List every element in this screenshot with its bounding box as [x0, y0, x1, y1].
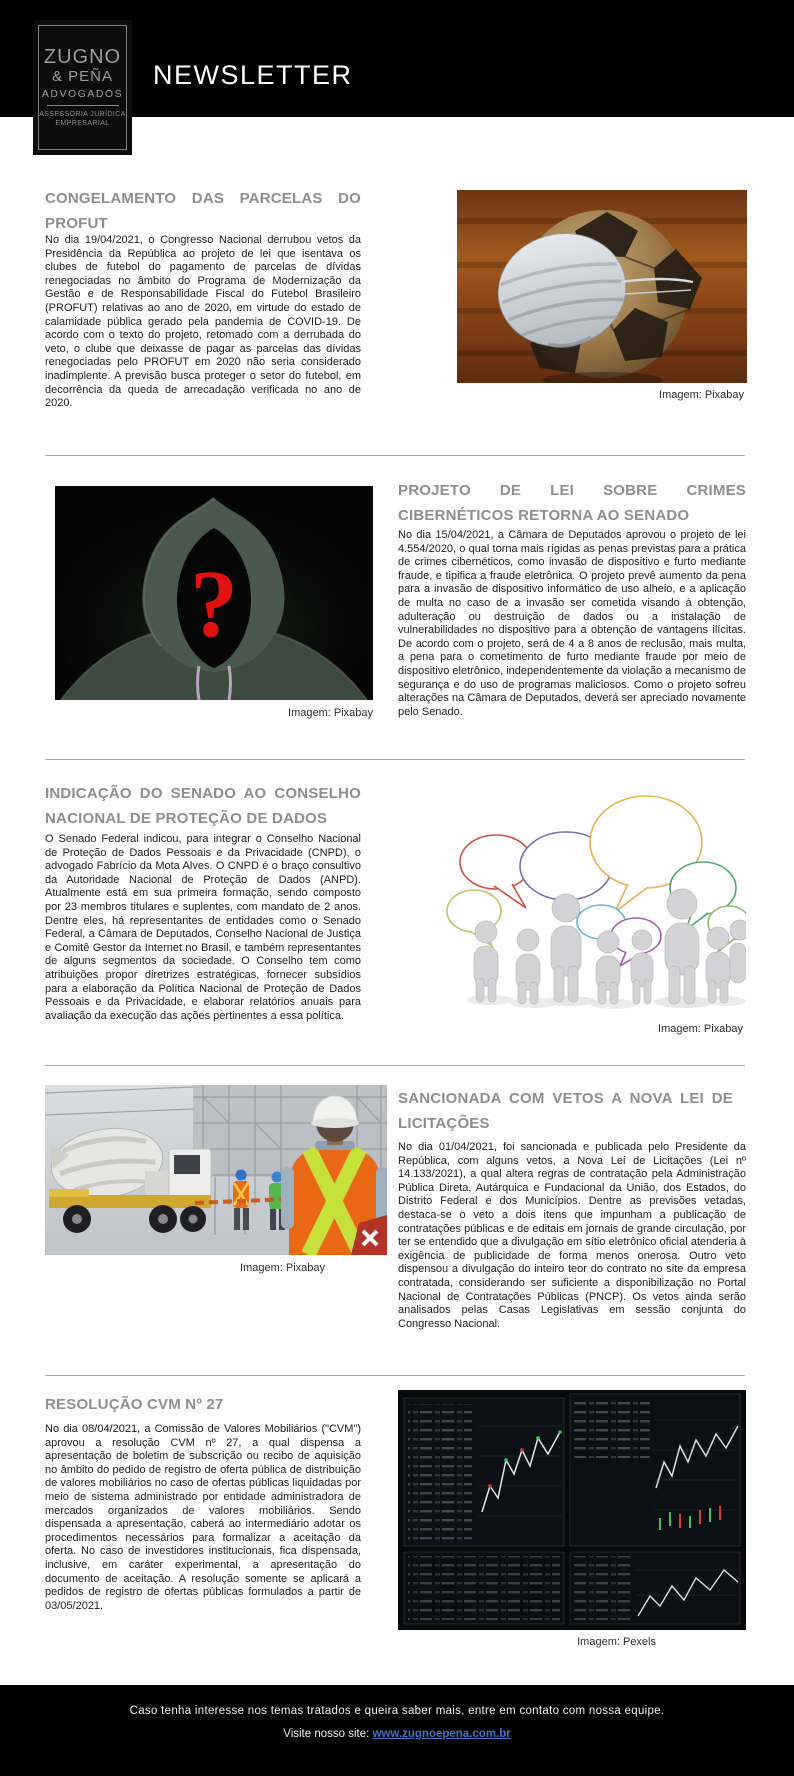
footer-bar	[0, 1685, 794, 1776]
logo-divider	[47, 105, 119, 106]
article-5-image stock-market-screens-illustration	[398, 1390, 746, 1630]
article-2-title: PROJETO DE LEI SOBRE CRIMES CIBERNÉTICOS RETORNA AO SENADO	[398, 482, 746, 524]
firm-logo-inner	[38, 25, 127, 150]
article-3-image speech-bubbles-figures-illustration	[430, 770, 746, 1010]
logo-tagline-line2: EMPRESARIAL	[55, 120, 110, 127]
article-3-title: INDICAÇÃO DO SENADO AO CONSELHO NACIONAL DE PROTEÇÃO DE DADOS	[45, 785, 361, 827]
section-divider-3	[45, 1065, 745, 1066]
article-1-body: No dia 19/04/2021, o Congresso Nacional derrubou vetos da Presidência da República ao projeto de lei que isentava os clubes de futebol do pagamento de parcelas de dívidas renegociadas no âmbito do Programa de Modernização da Gestão e de Responsabilidade Fiscal do Futebol Brasileiro (PROFUT) relativas ao ano de 2020, em virtude do estado de calamidade pública gerado pela pandemia de COVID-19. De acordo com o texto do projeto, retomado com a derrubada do veto, o clube que deixasse de pagar as parcelas das dívidas renegociadas pelo PROFUT em 2020 não seria considerado inadimplente. A previsão busca proteger o setor do futebol, em decorrência da queda de arrecadação verificada no ano de 2020.	[45, 234, 361, 410]
article-5-title: RESOLUÇÃO CVM Nº 27	[45, 1396, 224, 1413]
logo-name-line2: & PEÑA	[51, 68, 114, 85]
website-link[interactable]: www.zugnoepena.com.br	[372, 1728, 511, 1740]
section-divider-1	[45, 455, 745, 456]
footer-contact-text: Caso tenha interesse nos temas tratados e queira saber mais, entre em contato com nossa equipe.	[129, 1705, 665, 1717]
page-title: NEWSLETTER	[153, 60, 353, 90]
article-4-title: SANCIONADA COM VETOS A NOVA LEI DE LICITAÇÕES	[398, 1090, 733, 1132]
article-1-image-caption: Imagem: Pixabay	[659, 389, 744, 401]
article-2-image hacker-illustration	[55, 486, 373, 700]
article-2-image-caption: Imagem: Pixabay	[288, 707, 373, 719]
section-divider-4	[45, 1375, 745, 1376]
logo-subtitle: ADVOGADOS	[41, 88, 124, 100]
logo-tagline-line1: ASSESSORIA JURÍDICA	[39, 111, 126, 118]
article-4-image construction-site-illustration	[45, 1085, 387, 1255]
section-divider-2	[45, 759, 745, 760]
article-5-image-caption: Imagem: Pexels	[577, 1636, 656, 1648]
footer-site-prefix: Visite nosso site:	[283, 1728, 373, 1740]
article-4-body: No dia 01/04/2021, foi sancionada e publicada pelo Presidente da República, com alguns vetos, a Nova Lei de Licitações (Lei nº 14.133/2021), a qual altera regras de contratação pela Administração Pública Direta, Autárquica e Fundacional da União, dos Estados, do Distrito Federal e dos Municípios. Dentre as previsões vetadas, destaca-se o veto a dois itens que impunham a publicação de contratações públicas e de editais em jornais de grande circulação, por ter se entendido que a divulgação em sítio eletrônico oficial atenderia à exigência de publicidade de forma menos onerosa. Outro veto dispensou a divulgação do inteiro teor do contrato no site da empresa contratada, considerando ser suficiente a disponibilização no Portal Nacional de Contratações Públicas (PNCP). Os vetos ainda serão analisados pelas Casas Legislativas em sessão conjunta do Congresso Nacional.	[398, 1141, 746, 1330]
article-1-image soccer-ball-mask-illustration	[457, 190, 747, 383]
footer-site-line	[0, 1728, 794, 1740]
article-1-title: CONGELAMENTO DAS PARCELAS DO PROFUT	[45, 190, 361, 232]
svg-text:?: ?	[190, 550, 238, 657]
article-4-image-caption: Imagem: Pixabay	[240, 1262, 325, 1274]
firm-logo	[33, 20, 132, 155]
logo-name-line1: ZUGNO	[43, 46, 122, 68]
article-5-body: No dia 08/04/2021, a Comissão de Valores Mobiliários ("CVM") aprovou a resolução CVM nº 27, a qual dispensa a apresentação de boletim de subscrição ou recibo de aquisição no âmbito do pedido de registro de oferta pública de distribuição de valores mobiliários no caso de ofertas públicas liquidadas por meio de sistema administrado por entidade administradora de mercados organizados de valores mobiliários. Sendo dispensada a apresentação, caberá ao intermediário adotar os procedimentos necessários para formalizar a aceitação da oferta. No caso de investidores institucionais, fica dispensada, inclusive, em caráter experimental, a apresentação do documento de aceitação. A resolução somente se aplicará a pedidos de registro de ofertas públicas formulados a partir de 03/05/2021.	[45, 1423, 361, 1612]
article-3-image-caption: Imagem: Pixabay	[658, 1023, 743, 1035]
article-2-body: No dia 15/04/2021, a Câmara de Deputados aprovou o projeto de lei 4.554/2020, o qual torna mais rígidas as penas previstas para a prática de crimes cibernéticos, como invasão de dispositivo e furto mediante fraude, e tipifica a fraude eletrônica. O projeto prevê aumento da pena para a invasão de dispositivo informático de uso alheio, e a aplicação de multa no caso de a invasão ser cometida visando à obtenção, adulteração ou destruição de dados ou a instalação de vulnerabilidades no dispositivo para a obtenção de vantagens ilícitas. De acordo com o projeto, será de 4 a 8 anos de reclusão, mais multa, a pena para o cometimento de furto mediante fraude por meio de dispositivo eletrônico, independentemente da violação a mecanismo de segurança e do uso de programas maliciosos. Como o projeto sofreu alterações na Câmara de Deputados, deverá ser apreciado novamente pelo Senado.	[398, 529, 746, 718]
article-3-body: O Senado Federal indicou, para integrar o Conselho Nacional de Proteção de Dados Pessoais e da Privacidade (CNPD), o advogado Fabrício da Mota Alves. O CNPD é o braço consultivo da Autoridade Nacional de Proteção de Dados (ANPD). Atualmente está em sua primeira formação, sendo composto por 23 membros titulares e suplentes, com mandato de 2 anos. Dentre eles, há representantes de entidades como o Senado Federal, a Câmara de Deputados, Conselho Nacional de Justiça e Comitê Gestor da Internet no Brasil, e também representantes de alguns segmentos da sociedade. O Conselho tem como atribuições propor diretrizes estratégicas, fornecer subsídios para a elaboração da Política Nacional de Proteção de Dados Pessoais e da Privacidade, e elaborar relatórios anuais para avaliação da execução das ações pertinentes a essa política.	[45, 833, 361, 1022]
